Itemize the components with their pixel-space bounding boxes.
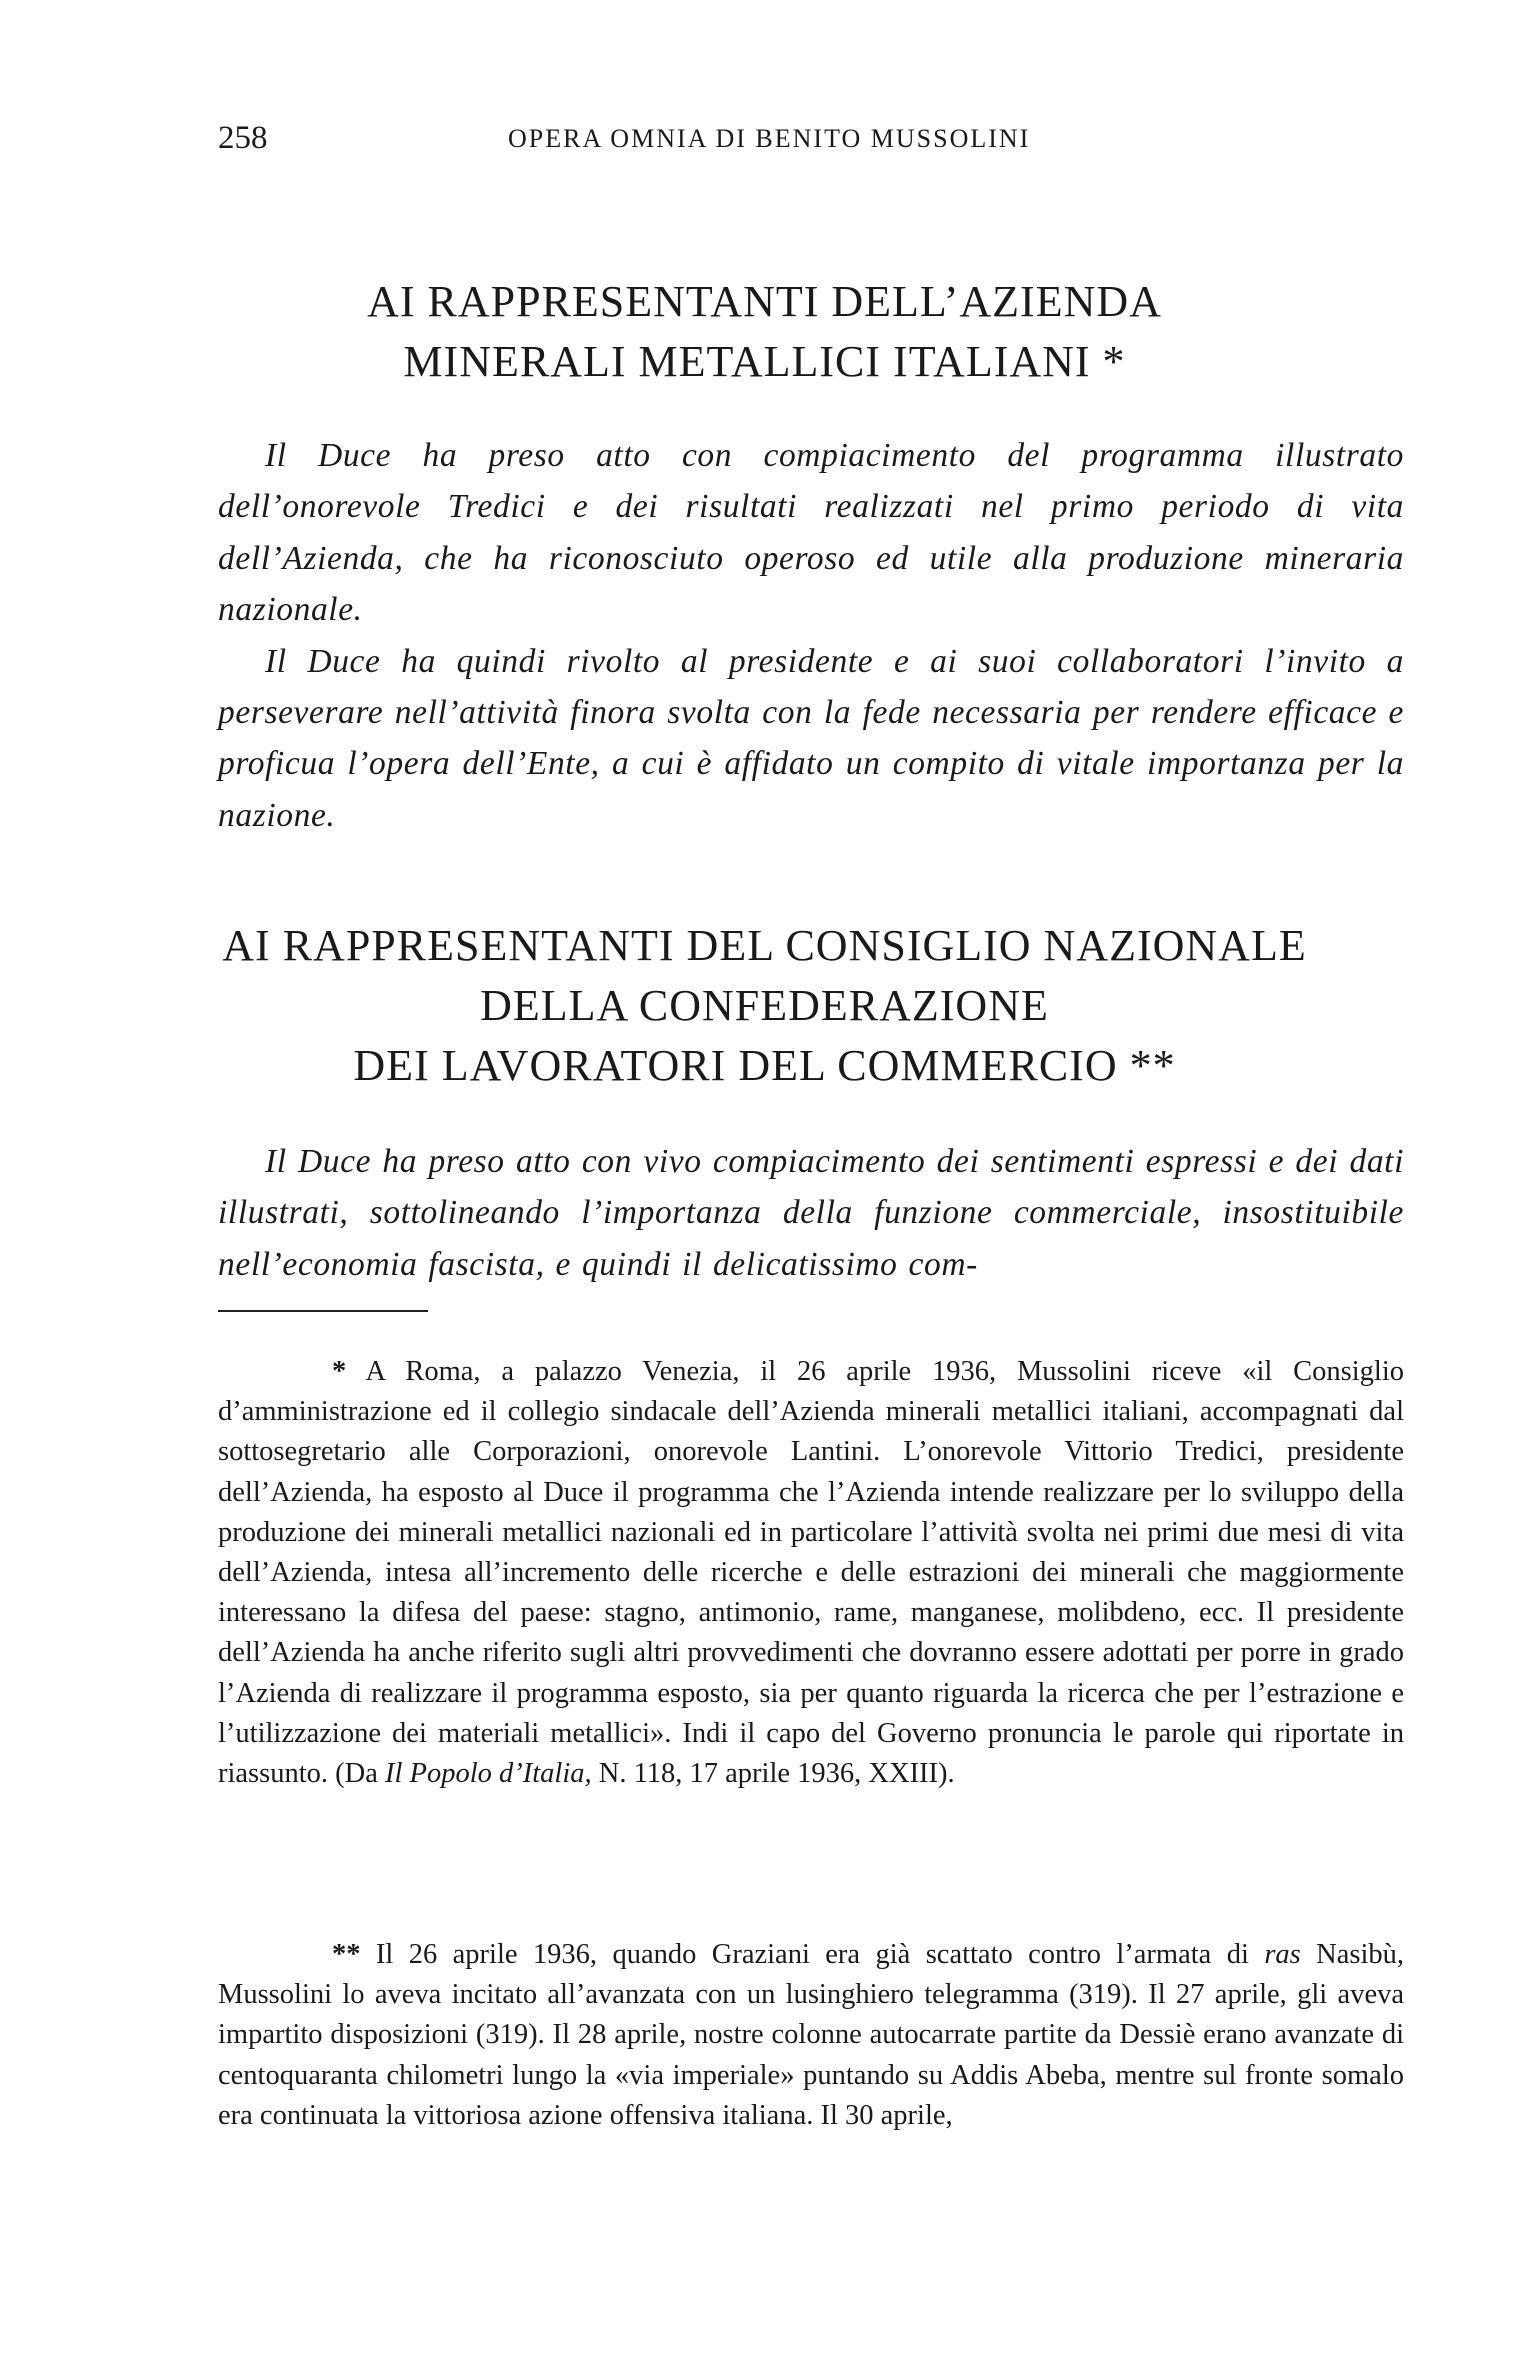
footnote-separator (218, 1310, 428, 1312)
section-title-line: MINERALI METALLICI ITALIANI * (403, 337, 1126, 386)
running-head: OPERA OMNIA DI BENITO MUSSOLINI (508, 124, 1031, 153)
footnote-source-ref: N. 118, 17 aprile 1936, XXIII). (598, 1758, 955, 1790)
section-title-line: AI RAPPRESENTANTI DELL’AZIENDA (367, 277, 1162, 326)
section-title-azienda (0, 272, 1529, 392)
footnote-italic-term: ras (1264, 1939, 1301, 1970)
page-header (218, 120, 1386, 160)
footnote-2 (218, 1935, 1404, 2136)
footnote-1 (218, 1352, 1404, 1794)
footnote-source-title: Il Popolo d’Italia, (385, 1758, 592, 1790)
paragraph: Il Duce ha preso atto con compiacimento del programma illustrato dell’onorevole Tredici e dei risultati realizzati nel primo periodo di vita dell’Azienda, che ha riconosciuto operoso ed utile alla produzione mineraria nazionale. (218, 437, 1404, 629)
paragraph: Il Duce ha quindi rivolto al presidente e ai suoi collaboratori l’invito a perseverare nell’attività finora svolta con la fede necessaria per rendere efficace e proficua l’opera dell’Ente, a cui è affidato un compito di vitale importanza per la nazione. (218, 642, 1404, 834)
footnote-marker: ** (332, 1939, 361, 1970)
footnote-marker: * (332, 1356, 347, 1387)
section-title-line: DELLA CONFEDERAZIONE (480, 981, 1049, 1030)
page-number: 258 (218, 120, 268, 156)
section-title-line: AI RAPPRESENTANTI DEL CONSIGLIO NAZIONALE (222, 921, 1307, 970)
section-body-commercio (218, 1136, 1404, 1290)
section-title-line: DEI LAVORATORI DEL COMMERCIO ** (353, 1041, 1176, 1090)
section-body-azienda (218, 430, 1404, 841)
footnote-text: Il 26 aprile 1936, quando Graziani era già scattato contro l’armata di (375, 1939, 1249, 1970)
footnote-text: A Roma, a palazzo Venezia, il 26 aprile 1936, Mussolini riceve «il Consiglio d’amministrazione ed il collegio sindacale dell’Azienda minerali metallici italiani, accompagnati dal sottosegretario alle Corporazioni, onorevole Lantini. L’onorevole Vittorio Tredici, presidente dell’Azienda, ha esposto al Duce il programma che l’Azienda intende realizzare per lo sviluppo della produzione dei minerali metallici nazionali ed in particolare l’attività svolta nei primi due mesi di vita dell’Azienda, intesa all’incremento delle ricerche e delle estrazioni dei minerali che maggiormente interessano la difesa del paese: stagno, antimonio, rame, manganese, molibdeno, ecc. Il presidente dell’Azienda ha anche riferito sugli altri provvedimenti che dovranno essere adottati per porre in grado l’Azienda di realizzare il programma esposto, sia per quanto riguarda la ricerca che per l’estrazione e l’utilizzazione dei materiali metallici». Indi il capo del Governo pronuncia le parole qui riportate in riassunto. (Da (218, 1356, 1405, 1790)
paragraph: Il Duce ha preso atto con vivo compiacimento dei sentimenti espressi e dei dati illustrati, sottolineando l’importanza della funzione commerciale, insostituibile nell’economia fascista, e quindi il delicatissimo com- (218, 1143, 1404, 1283)
section-title-commercio (0, 916, 1529, 1096)
footnote-text: Nasibù, Mussolini lo aveva incitato all’avanzata con un lusinghiero telegramma (319). Il 27 aprile, gli aveva impartito disposizioni (319). Il 28 aprile, nostre colonne autocarrate partite da Dessiè erano avanzate di centoquaranta chilometri lungo la «via imperiale» puntando su Addis Abeba, mentre sul fronte somalo era continuata la vittoriosa azione offensiva italiana. Il 30 aprile, (218, 1939, 1405, 2131)
